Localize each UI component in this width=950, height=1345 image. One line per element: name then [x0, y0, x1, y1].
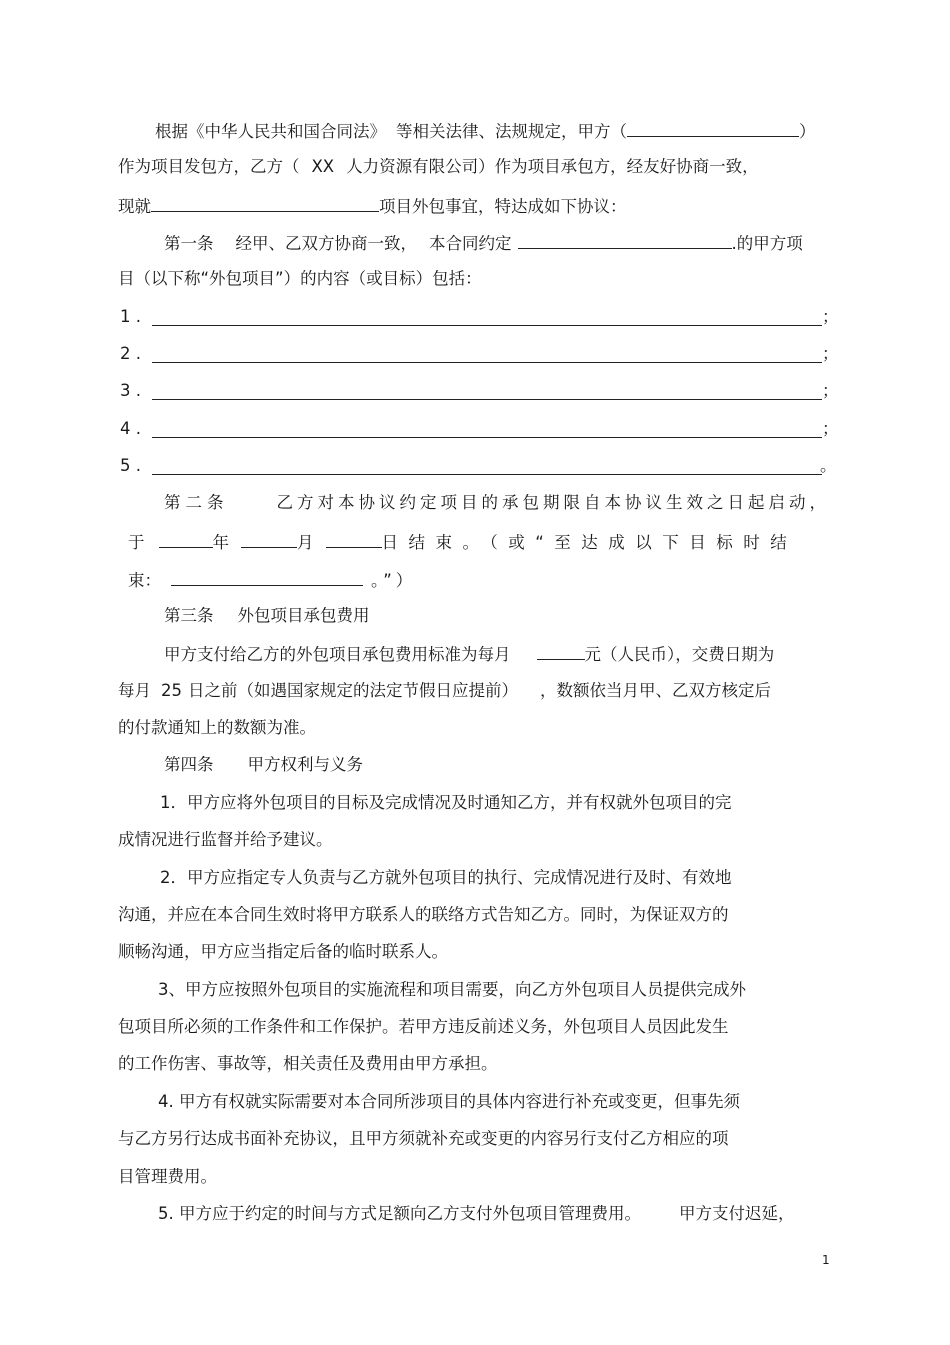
p1-line-1 [155, 119, 816, 141]
article-heading: 甲方权利与义务 [247, 755, 363, 774]
list-item-number: 1 . [120, 307, 141, 326]
p1-text: 项目外包事宜，特达成如下协议： [379, 197, 627, 216]
art3-line-2 [118, 680, 771, 702]
list-item-blank[interactable] [152, 362, 822, 363]
list-item-number: 4 . [120, 419, 141, 438]
art4-item-1-line-2: 成情况进行监督并给予建议。 [118, 830, 333, 849]
article-title: 第二条 [164, 493, 229, 512]
list-item-number: 5 . [120, 456, 141, 475]
art2-line-3 [128, 568, 416, 590]
article-heading: 外包项目承包费用 [237, 606, 370, 625]
art4-title [164, 754, 363, 776]
art4-item-3-line-3: 的工作伤害、事故等，相关责任及费用由甲方承担。 [118, 1054, 498, 1073]
art4-item-4-line-2: 与乙方另行达成书面补充协议，且甲方须就补充或变更的内容另行支付乙方相应的项 [118, 1129, 729, 1148]
list-item-end: ； [822, 344, 839, 363]
art2-line-1 [164, 492, 830, 514]
p1-text: 等相关法律、法规规定，甲方（ [396, 122, 627, 141]
art4-item-3-line-2: 包项目所必须的工作条件和工作保护。若甲方违反前述义务，外包项目人员因此发生 [118, 1017, 729, 1036]
list-item-blank[interactable] [152, 437, 822, 438]
art2-text: 乙方对本协议约定项目的承包期限自本协议生效之日起启动， [276, 493, 830, 512]
art3-text: 每月 [118, 681, 151, 700]
art3-text: 元（人民币），交费日期为 [584, 645, 775, 664]
art4-item-2-line-1: 2．甲方应指定专人负责与乙方就外包项目的执行、完成情况进行及时、有效地 [160, 868, 732, 887]
party-a-blank[interactable] [627, 119, 799, 137]
list-item-number: 3 . [120, 381, 141, 400]
art3-text: ，数额依当月甲、乙双方核定后 [540, 681, 771, 700]
art2-text: 日结束。（或“至达成以下目标时结 [381, 533, 798, 552]
page-number: 1 [822, 1253, 830, 1267]
art1-line-2: 目（以下称“外包项目”）的内容（或目标）包括： [118, 269, 482, 288]
art4-item-4-line-1: 4. 甲方有权就实际需要对本合同所涉项目的具体内容进行补充或变更，但事先须 [158, 1092, 740, 1111]
end-day-blank[interactable] [326, 530, 382, 548]
art4-item-4-line-3: 目管理费用。 [118, 1167, 217, 1186]
art2-text: 年 [212, 533, 229, 552]
art1-text: 经甲、乙双方协商一致， [235, 234, 417, 253]
article-title: 第三条 [164, 606, 214, 625]
end-year-blank[interactable] [159, 530, 213, 548]
target-blank[interactable] [171, 568, 363, 586]
art1-line-1 [164, 231, 803, 253]
art1-text: .的甲方项 [731, 234, 803, 253]
list-item-end: ； [822, 307, 839, 326]
list-item-number: 2 . [120, 344, 141, 363]
art1-text: 本合同约定 [429, 234, 512, 253]
article-title: 第四条 [164, 755, 214, 774]
list-item-end: ； [822, 381, 839, 400]
art4-item-3-line-1: 3、甲方应按照外包项目的实施流程和项目需要，向乙方外包项目人员提供完成外 [158, 980, 746, 999]
payment-day: 25 [161, 681, 182, 700]
art4-item-2-line-2: 沟通，并应在本合同生效时将甲方联系人的联络方式告知乙方。同时，为保证双方的 [118, 905, 729, 924]
art3-title [164, 605, 370, 627]
art2-text: 束： [128, 571, 161, 590]
list-item-end: ； [822, 419, 839, 438]
art2-text: 。”） [371, 571, 417, 590]
art2-text: 月 [297, 533, 314, 552]
p1-text: 现就 [118, 197, 151, 216]
p1-line-3 [118, 194, 627, 216]
article-title: 第一条 [164, 234, 214, 253]
art2-text: 于 [128, 533, 145, 552]
art4-item-1-line-1: 1．甲方应将外包项目的目标及完成情况及时通知乙方，并有权就外包项目的完 [160, 793, 732, 812]
monthly-fee-blank[interactable] [537, 642, 585, 660]
party-b-code: XX [311, 157, 335, 176]
list-item-blank[interactable] [152, 325, 822, 326]
art3-line-3: 的付款通知上的数额为准。 [118, 718, 316, 737]
list-item-blank[interactable] [152, 399, 822, 400]
art4-item-5-line-1 [158, 1203, 795, 1225]
project-blank[interactable] [518, 231, 732, 249]
art4-text: 5. 甲方应于约定的时间与方式足额向乙方支付外包项目管理费用。 [158, 1204, 641, 1223]
p1-text: ） [799, 122, 816, 141]
list-item-end: 。 [820, 456, 837, 475]
project-name-blank[interactable] [151, 194, 379, 212]
art3-text: 日之前（如遇国家规定的法定节假日应提前） [188, 681, 518, 700]
art4-text: 甲方支付迟延， [679, 1204, 795, 1223]
p1-text: 人力资源有限公司）作为项目承包方，经友好协商一致， [346, 157, 759, 176]
end-month-blank[interactable] [241, 530, 297, 548]
p1-text: 作为项目发包方，乙方（ [118, 157, 300, 176]
p1-text: 根据《中华人民共和国合同法》 [155, 122, 386, 141]
art3-line-1 [164, 642, 774, 664]
art4-item-2-line-3: 顺畅沟通，甲方应当指定后备的临时联系人。 [118, 942, 448, 961]
art2-line-2 [128, 530, 830, 552]
art3-text: 甲方支付给乙方的外包项目承包费用标准为每月 [164, 645, 511, 664]
list-item-blank[interactable] [152, 474, 822, 475]
p1-line-2 [118, 156, 759, 178]
